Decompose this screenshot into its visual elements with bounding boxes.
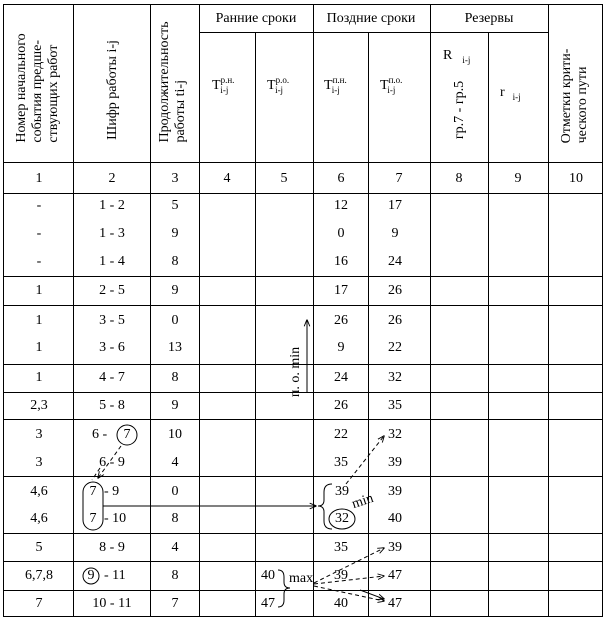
- row-6-start: 1: [35, 340, 43, 355]
- header-start-event: Номер начального события предше- ствующих работ: [14, 33, 61, 143]
- row-2-duration: 9: [171, 226, 179, 241]
- row-7-duration: 8: [171, 370, 179, 385]
- row-6-duration: 13: [168, 340, 182, 355]
- row-14-code-suffix: - 11: [104, 568, 126, 583]
- row-11-code-suffix: - 9: [104, 484, 120, 499]
- row-15-early-finish: 47: [261, 596, 275, 611]
- row-14-late-finish: 47: [388, 568, 402, 583]
- row-12-code-suffix: - 10: [104, 511, 127, 526]
- row-7-late-finish: 32: [388, 370, 402, 385]
- row-6-late-start: 9: [337, 340, 345, 355]
- row-4-late-finish: 26: [388, 283, 402, 298]
- row-1-code: 1 - 2: [99, 198, 125, 213]
- row-7-code: 4 - 7: [99, 370, 125, 385]
- row-7-late-start: 24: [334, 370, 348, 385]
- row-5-late-start: 26: [334, 313, 348, 328]
- header-early-terms: Ранние сроки: [215, 11, 297, 26]
- row-8-late-finish: 35: [388, 398, 402, 413]
- row-8-duration: 9: [171, 398, 179, 413]
- row-3-late-start: 16: [334, 254, 348, 269]
- row-15-code: 10 - 11: [92, 596, 132, 611]
- row-3-code: 1 - 4: [99, 254, 125, 269]
- circle-32-mark: [329, 509, 355, 529]
- col-num-4: 4: [223, 171, 231, 186]
- row-3-start: -: [36, 254, 42, 269]
- row-14-duration: 8: [171, 568, 179, 583]
- row-4-late-start: 17: [334, 283, 348, 298]
- row-3-duration: 8: [171, 254, 179, 269]
- row-13-start: 5: [35, 540, 43, 555]
- dashed-line-mark: [92, 468, 100, 480]
- col-num-7: 7: [395, 171, 403, 186]
- dashed-arrow-icon: [98, 446, 121, 478]
- row-3-late-finish: 24: [388, 254, 402, 269]
- row-15-start: 7: [35, 596, 43, 611]
- brace-max-mark: [278, 570, 290, 607]
- row-11-late-finish: 39: [388, 484, 402, 499]
- annotation-po-min: п. о. min: [288, 346, 303, 398]
- header-work-code: Шифр работы i-j: [105, 40, 120, 140]
- header-r-formula: гр.7 - гр.5: [452, 80, 467, 140]
- annotation-min: min: [350, 491, 376, 513]
- dashed-arrow-icon: [314, 576, 384, 584]
- row-12-late-finish: 40: [388, 511, 402, 526]
- row-2-code: 1 - 3: [99, 226, 125, 241]
- row-7-start: 1: [35, 370, 43, 385]
- row-2-late-start: 0: [337, 226, 345, 241]
- row-10-late-start: 35: [334, 455, 348, 470]
- row-10-start: 3: [35, 455, 43, 470]
- header-r-total: R $_{i-j}$: [443, 48, 471, 65]
- row-13-duration: 4: [171, 540, 179, 555]
- annotation-max: max: [289, 571, 314, 586]
- row-11-duration: 0: [171, 484, 179, 499]
- row-5-code: 3 - 5: [99, 313, 125, 328]
- col-num-9: 9: [514, 171, 522, 186]
- header-t-po: $T^{п.о.}_{i-j}$: [380, 75, 403, 95]
- header-t-ro: $T^{р.о.}_{i-j}$: [267, 75, 290, 95]
- circle-9-mark: [83, 568, 99, 584]
- row-10-duration: 4: [171, 455, 179, 470]
- col-num-6: 6: [337, 171, 345, 186]
- row-8-code: 5 - 8: [99, 398, 125, 413]
- row-9-code-circled: 7: [123, 427, 131, 442]
- col-num-10: 10: [569, 171, 583, 186]
- row-1-late-finish: 17: [388, 198, 402, 213]
- header-reserves: Резервы: [464, 11, 514, 26]
- row-14-code-circled: 9: [87, 568, 95, 583]
- dashed-arrow-icon: [314, 586, 384, 601]
- row-5-start: 1: [35, 313, 43, 328]
- row-9-duration: 10: [168, 427, 182, 442]
- row-10-late-finish: 39: [388, 455, 402, 470]
- row-6-code: 3 - 6: [99, 340, 125, 355]
- row-2-late-finish: 9: [391, 226, 399, 241]
- row-11-start: 4,6: [30, 484, 48, 499]
- header-t-pn: $T^{п.н.}_{i-j}$: [324, 75, 347, 95]
- row-15-late-start: 40: [334, 596, 348, 611]
- header-late-terms: Поздние сроки: [326, 11, 416, 26]
- col-num-2: 2: [108, 171, 116, 186]
- row-5-duration: 0: [171, 313, 179, 328]
- dashed-arrow-icon: [346, 436, 384, 484]
- row-14-late-start: 39: [334, 568, 348, 583]
- row-11-late-start: 39: [335, 484, 349, 499]
- col-num-3: 3: [171, 171, 179, 186]
- col-num-8: 8: [455, 171, 463, 186]
- row-1-duration: 5: [171, 198, 179, 213]
- row-4-code: 2 - 5: [99, 283, 125, 298]
- row-15-late-finish: 47: [388, 596, 402, 611]
- row-14-early-finish: 40: [261, 568, 275, 583]
- row-12-late-start-circled: 32: [335, 511, 349, 526]
- row-13-late-start: 35: [334, 540, 348, 555]
- row-9-start: 3: [35, 427, 43, 442]
- row-5-late-finish: 26: [388, 313, 402, 328]
- row-4-start: 1: [35, 283, 43, 298]
- row-8-late-start: 26: [334, 398, 348, 413]
- row-9-late-start: 22: [334, 427, 348, 442]
- row-12-code-circled: 7: [89, 511, 97, 526]
- row-9-code-prefix: 6 -: [92, 427, 108, 442]
- header-r-free: r $_{i-j}$: [500, 85, 521, 102]
- arrow-icon: [360, 590, 384, 599]
- col-num-5: 5: [280, 171, 288, 186]
- dashed-arrow-icon: [314, 548, 384, 583]
- header-duration: Продолжительность работы ti-j: [157, 21, 188, 143]
- row-1-start: -: [36, 198, 42, 213]
- row-2-start: -: [36, 226, 42, 241]
- col-num-1: 1: [35, 171, 43, 186]
- row-10-code: 6 - 9: [99, 455, 125, 470]
- row-6-late-finish: 22: [388, 340, 402, 355]
- row-13-late-finish: 39: [388, 540, 402, 555]
- row-14-start: 6,7,8: [25, 568, 53, 583]
- row-8-start: 2,3: [30, 398, 48, 413]
- row-4-duration: 9: [171, 283, 179, 298]
- row-15-duration: 7: [171, 596, 179, 611]
- row-12-start: 4,6: [30, 511, 48, 526]
- row-1-late-start: 12: [334, 198, 348, 213]
- oval-7-mark: [83, 482, 103, 530]
- row-11-code-circled: 7: [89, 484, 97, 499]
- row-9-late-finish: 32: [388, 427, 402, 442]
- row-13-code: 8 - 9: [99, 540, 125, 555]
- header-t-rn: $T^{р.н.}_{i-j}$: [212, 75, 235, 95]
- row-12-duration: 8: [171, 511, 179, 526]
- header-critical-path: Отметки крити- ческого пути: [559, 48, 590, 144]
- circle-7-mark: [117, 425, 137, 445]
